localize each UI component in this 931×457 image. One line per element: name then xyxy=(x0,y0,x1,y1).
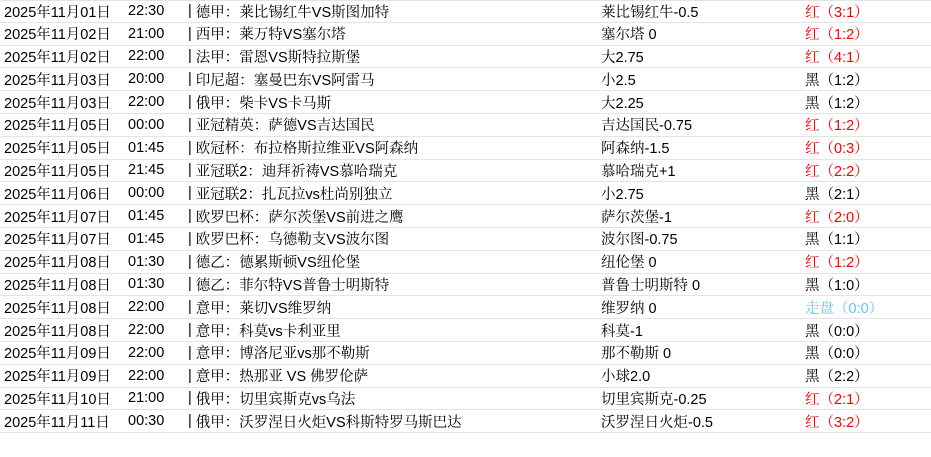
match-date: 2025年11月09日 xyxy=(4,346,111,363)
match-time: 20:00 xyxy=(128,71,165,88)
league-name: 印尼超： xyxy=(195,72,254,89)
outcome-label: 红 xyxy=(805,4,820,21)
match-date: 2025年11月03日 xyxy=(4,72,111,89)
match-date: 2025年11月07日 xyxy=(4,209,111,226)
outcome-label: 黑 xyxy=(805,346,820,363)
pick-handicap: 吉达国民-0.75 xyxy=(601,118,693,135)
league-name: 欧罗巴杯： xyxy=(195,209,269,226)
outcome-label: 黑 xyxy=(805,323,820,340)
team-names: 萨尔茨堡VS前进之鹰 xyxy=(268,209,404,226)
pick-handicap: 纽伦堡 0 xyxy=(601,255,657,272)
match-time: 01:30 xyxy=(128,276,165,293)
final-score: （1:0） xyxy=(819,277,869,294)
result-status xyxy=(791,92,931,113)
match-time: 22:00 xyxy=(128,322,165,339)
league-name: 亚冠联2： xyxy=(195,186,262,203)
match-date: 2025年11月10日 xyxy=(4,391,111,408)
table-row xyxy=(0,342,931,365)
match-date: 2025年11月08日 xyxy=(4,323,111,340)
column-separator: | xyxy=(188,162,192,179)
league-name: 亚冠联2： xyxy=(195,163,262,180)
team-names: 博洛尼亚vs那不勒斯 xyxy=(239,346,370,363)
column-separator: | xyxy=(188,413,192,430)
column-separator: | xyxy=(188,367,192,384)
pick-handicap: 大2.25 xyxy=(601,95,644,112)
outcome-label: 红 xyxy=(805,49,820,66)
match-fixture xyxy=(196,365,601,386)
team-names: 热那亚 VS 佛罗伦萨 xyxy=(239,369,369,386)
final-score: （2:2） xyxy=(819,163,869,180)
result-status xyxy=(791,23,931,44)
match-date: 2025年11月02日 xyxy=(4,49,111,66)
result-status xyxy=(791,274,931,295)
pick-handicap: 维罗纳 0 xyxy=(601,300,657,317)
match-date: 2025年11月07日 xyxy=(4,232,111,249)
table-row xyxy=(0,296,931,319)
result-status xyxy=(791,114,931,135)
final-score: （0:0） xyxy=(819,323,869,340)
result-status xyxy=(791,342,931,363)
table-row xyxy=(0,137,931,160)
match-fixture xyxy=(196,388,601,409)
match-fixture xyxy=(196,251,601,272)
match-time: 21:45 xyxy=(128,162,165,179)
table-row xyxy=(0,114,931,137)
match-fixture xyxy=(196,114,601,135)
table-row xyxy=(0,319,931,342)
match-time: 21:00 xyxy=(128,390,165,407)
final-score: （3:1） xyxy=(819,4,869,21)
result-status xyxy=(791,160,931,181)
column-separator: | xyxy=(188,322,192,339)
match-fixture xyxy=(196,320,601,341)
match-time: 01:45 xyxy=(128,230,165,247)
match-date: 2025年11月08日 xyxy=(4,277,111,294)
team-names: 切里宾斯克vs乌法 xyxy=(239,391,356,408)
match-time: 22:00 xyxy=(128,94,165,111)
league-name: 意甲： xyxy=(195,346,240,363)
pick-handicap: 沃罗涅日火炬-0.5 xyxy=(601,414,713,431)
match-date: 2025年11月08日 xyxy=(4,255,111,272)
match-fixture xyxy=(196,228,601,249)
table-row xyxy=(0,91,931,114)
match-time: 00:30 xyxy=(128,413,165,430)
final-score: （1:1） xyxy=(819,232,869,249)
league-name: 德乙： xyxy=(195,255,240,272)
column-separator: | xyxy=(188,25,192,42)
match-date: 2025年11月11日 xyxy=(4,414,110,431)
pick-handicap: 慕哈瑞克+1 xyxy=(601,163,676,180)
table-row xyxy=(0,23,931,46)
result-status xyxy=(791,183,931,204)
final-score: （2:2） xyxy=(819,369,869,386)
match-fixture xyxy=(196,160,601,181)
league-name: 德乙： xyxy=(195,277,240,294)
result-status xyxy=(791,46,931,67)
team-names: 菲尔特VS普鲁士明斯特 xyxy=(239,277,390,294)
result-status xyxy=(791,251,931,272)
match-time: 22:00 xyxy=(128,367,165,384)
pick-handicap: 莱比锡红牛-0.5 xyxy=(601,4,699,21)
table-row xyxy=(0,0,931,23)
team-names: 莱万特VS塞尔塔 xyxy=(239,27,346,44)
match-time: 01:45 xyxy=(128,208,165,225)
final-score: （1:2） xyxy=(819,95,869,112)
match-time: 01:45 xyxy=(128,139,165,156)
outcome-label: 红 xyxy=(805,141,820,158)
pick-handicap: 萨尔茨堡-1 xyxy=(601,209,672,226)
pick-handicap: 普鲁士明斯特 0 xyxy=(601,277,701,294)
pick-handicap: 小2.5 xyxy=(601,72,636,89)
pick-handicap: 塞尔塔 0 xyxy=(601,27,657,44)
column-separator: | xyxy=(188,71,192,88)
final-score: （2:1） xyxy=(819,186,869,203)
match-fixture xyxy=(196,297,601,318)
match-fixture xyxy=(196,69,601,90)
column-separator: | xyxy=(188,116,192,133)
team-names: 德累斯顿VS纽伦堡 xyxy=(239,255,361,272)
match-date: 2025年11月05日 xyxy=(4,118,111,135)
league-name: 意甲： xyxy=(195,300,240,317)
column-separator: | xyxy=(188,390,192,407)
table-row xyxy=(0,205,931,228)
match-fixture xyxy=(196,411,601,432)
outcome-label: 红 xyxy=(805,209,820,226)
table-row xyxy=(0,410,931,433)
match-fixture xyxy=(196,92,601,113)
team-names: 萨德VS吉达国民 xyxy=(268,118,375,135)
table-row xyxy=(0,68,931,91)
team-names: 柴卡VS卡马斯 xyxy=(239,95,332,112)
match-date: 2025年11月08日 xyxy=(4,300,111,317)
match-time: 00:00 xyxy=(128,116,165,133)
column-separator: | xyxy=(188,139,192,156)
table-row xyxy=(0,160,931,183)
final-score: （0:3） xyxy=(819,141,869,158)
match-fixture xyxy=(196,23,601,44)
final-score: （1:2） xyxy=(819,27,869,44)
result-status xyxy=(791,69,931,90)
match-fixture xyxy=(196,342,601,363)
table-row xyxy=(0,46,931,69)
column-separator: | xyxy=(188,276,192,293)
final-score: （2:1） xyxy=(819,391,869,408)
result-status xyxy=(791,1,931,22)
outcome-label: 红 xyxy=(805,255,820,272)
outcome-label: 黑 xyxy=(805,72,820,89)
table-row xyxy=(0,388,931,411)
league-name: 俄甲： xyxy=(195,95,240,112)
outcome-label: 红 xyxy=(805,27,820,44)
team-names: 布拉格斯拉维亚VS阿森纳 xyxy=(253,141,419,158)
pick-handicap: 大2.75 xyxy=(601,49,644,66)
match-date: 2025年11月05日 xyxy=(4,163,111,180)
pick-handicap: 小2.75 xyxy=(601,186,644,203)
league-name: 西甲： xyxy=(195,27,240,44)
league-name: 德甲： xyxy=(195,4,240,21)
final-score: （0:0） xyxy=(819,346,869,363)
final-score: （0:0） xyxy=(834,300,884,317)
match-date: 2025年11月09日 xyxy=(4,369,111,386)
result-status xyxy=(791,365,931,386)
team-names: 雷恩VS斯特拉斯堡 xyxy=(239,49,361,66)
match-date: 2025年11月03日 xyxy=(4,95,111,112)
team-names: 莱比锡红牛VS斯图加特 xyxy=(239,4,390,21)
column-separator: | xyxy=(188,94,192,111)
result-status xyxy=(791,137,931,158)
table-row xyxy=(0,228,931,251)
final-score: （1:2） xyxy=(819,72,869,89)
column-separator: | xyxy=(188,185,192,202)
team-names: 迪拜祈祷VS慕哈瑞克 xyxy=(261,163,398,180)
table-row xyxy=(0,251,931,274)
column-separator: | xyxy=(188,230,192,247)
league-name: 欧罗巴杯： xyxy=(195,232,269,249)
final-score: （1:2） xyxy=(819,255,869,272)
outcome-label: 红 xyxy=(805,391,820,408)
pick-handicap: 科莫-1 xyxy=(601,323,643,340)
pick-handicap: 切里宾斯克-0.25 xyxy=(601,391,707,408)
match-time: 21:00 xyxy=(128,25,165,42)
league-name: 俄甲： xyxy=(195,414,240,431)
match-date: 2025年11月02日 xyxy=(4,27,111,44)
result-status xyxy=(791,206,931,227)
pick-handicap: 阿森纳-1.5 xyxy=(601,141,670,158)
final-score: （4:1） xyxy=(819,49,869,66)
league-name: 欧冠杯： xyxy=(195,141,254,158)
final-score: （2:0） xyxy=(819,209,869,226)
match-date: 2025年11月06日 xyxy=(4,186,111,203)
match-fixture xyxy=(196,137,601,158)
table-row xyxy=(0,365,931,388)
league-name: 俄甲： xyxy=(195,391,240,408)
team-names: 乌德勒支VS波尔图 xyxy=(268,232,390,249)
pick-handicap: 波尔图-0.75 xyxy=(601,232,678,249)
match-fixture xyxy=(196,1,601,22)
result-status xyxy=(791,320,931,341)
outcome-label: 红 xyxy=(805,118,820,135)
match-fixture xyxy=(196,206,601,227)
match-time: 22:00 xyxy=(128,299,165,316)
match-date: 2025年11月05日 xyxy=(4,141,111,158)
league-name: 意甲： xyxy=(195,323,240,340)
final-score: （1:2） xyxy=(819,118,869,135)
match-date: 2025年11月01日 xyxy=(4,4,111,21)
column-separator: | xyxy=(188,344,192,361)
league-name: 法甲： xyxy=(195,49,240,66)
match-time: 22:00 xyxy=(128,48,165,65)
pick-handicap: 小球2.0 xyxy=(601,369,651,386)
outcome-label: 黑 xyxy=(805,95,820,112)
match-time: 22:00 xyxy=(128,344,165,361)
column-separator: | xyxy=(188,48,192,65)
outcome-label: 黑 xyxy=(805,277,820,294)
outcome-label: 黑 xyxy=(805,232,820,249)
league-name: 亚冠精英： xyxy=(195,118,269,135)
team-names: 塞曼巴东VS阿雷马 xyxy=(253,72,375,89)
column-separator: | xyxy=(188,299,192,316)
table-row xyxy=(0,182,931,205)
column-separator: | xyxy=(188,253,192,270)
outcome-label: 红 xyxy=(805,414,820,431)
match-time: 00:00 xyxy=(128,185,165,202)
match-fixture xyxy=(196,183,601,204)
team-names: 沃罗涅日火炬VS科斯特罗马斯巴达 xyxy=(239,414,462,431)
match-fixture xyxy=(196,46,601,67)
column-separator: | xyxy=(188,208,192,225)
result-status xyxy=(791,297,931,318)
column-separator: | xyxy=(188,3,192,20)
outcome-label: 黑 xyxy=(805,369,820,386)
final-score: （3:2） xyxy=(819,414,869,431)
result-status xyxy=(791,228,931,249)
match-time: 22:30 xyxy=(128,3,165,20)
result-status xyxy=(791,388,931,409)
league-name: 意甲： xyxy=(195,369,240,386)
pick-handicap: 那不勒斯 0 xyxy=(601,346,672,363)
team-names: 科莫vs卡利亚里 xyxy=(239,323,341,340)
table-row xyxy=(0,274,931,297)
team-names: 扎瓦拉vs杜尚别独立 xyxy=(261,186,393,203)
result-status xyxy=(791,411,931,432)
outcome-label: 黑 xyxy=(805,186,820,203)
outcome-label: 走盘 xyxy=(805,300,834,317)
match-fixture xyxy=(196,274,601,295)
team-names: 莱切VS维罗纳 xyxy=(239,300,332,317)
match-time: 01:30 xyxy=(128,253,165,270)
outcome-label: 红 xyxy=(805,163,820,180)
